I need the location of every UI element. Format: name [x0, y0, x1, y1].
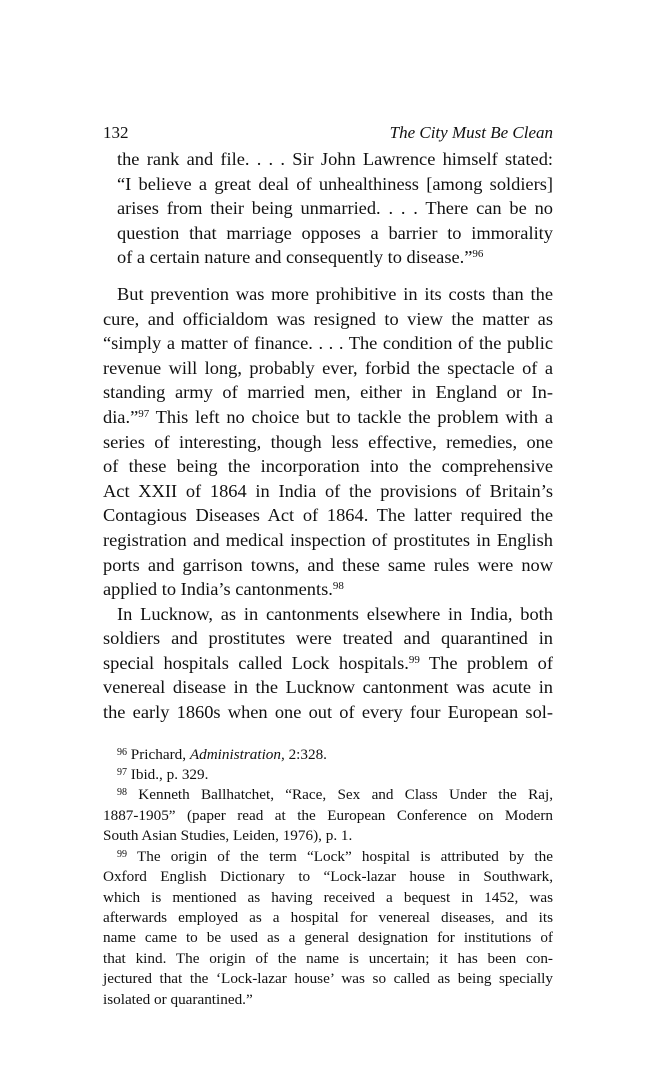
footnote-text: The origin of the term “Lock” hospital is attributed by the [127, 847, 553, 865]
footnotes-section [103, 745, 553, 1010]
body-paragraph-2 [103, 602, 553, 627]
paragraph-line: In Lucknow, as in cantonments elsewhere in India, both [117, 603, 553, 624]
paragraph-text: The problem of [419, 652, 553, 673]
footnote-line: jectured that the ‘Lock-lazar house’ was so called as being specially [103, 970, 553, 988]
footnote-text: Prichard, [127, 745, 190, 763]
footnote-line: name came to be used as a general designation for institutions of [103, 929, 553, 947]
paragraph-line: ports and garrison towns, and these same rules were now [103, 554, 553, 575]
footnote-reference: 96 [472, 248, 484, 261]
paragraph-line: series of interesting, though less effective, remedies, one [103, 431, 553, 452]
footnote-line: 1887-1905” (paper read at the European Conference on Modern [103, 806, 553, 824]
paragraph-line: of these being the incorporation into the comprehensive [103, 456, 553, 477]
footnote-mark: 96 [117, 746, 127, 758]
paragraph-line: registration and medical inspection of prostitutes in English [103, 529, 553, 550]
footnote-line: South Asian Studies, Leiden, 1976), p. 1. [103, 827, 353, 845]
footnote-text: Ibid., p. 329. [127, 766, 209, 784]
running-title: The City Must Be Clean [389, 123, 553, 142]
footnote-title: Administration, [189, 745, 285, 763]
paragraph-line [103, 651, 553, 676]
footnote-line: Oxford English Dictionary to “Lock-lazar house in Southwark, [103, 868, 553, 886]
paragraph-line: standing army of married men, either in England or In- [103, 382, 553, 403]
footnote-line [103, 847, 553, 867]
paragraph-line: soldiers and prostitutes were treated and quarantined in [103, 628, 553, 649]
footnote-mark: 99 [117, 848, 127, 860]
footnote-97 [103, 765, 553, 785]
paragraph-line: the early 1860s when one out of every four European sol- [103, 702, 553, 723]
footnote-98 [103, 785, 553, 846]
footnote-line: which is mentioned as having received a bequest in 1452, was [103, 888, 553, 906]
quote-line-text: of a certain nature and consequently to disease.” [117, 247, 473, 268]
paragraph-text: special hospitals called Lock hospitals. [103, 652, 409, 673]
body-paragraph-1 [103, 282, 553, 307]
footnote-99 [103, 847, 553, 1010]
paragraph-line [103, 577, 553, 602]
quote-line: “I believe a great deal of unhealthiness [among soldiers] [117, 173, 553, 194]
footnote-line: that kind. The origin of the name is uncertain; it has been con- [103, 949, 553, 967]
footnote-reference: 99 [408, 653, 420, 666]
footnote-96 [103, 745, 553, 765]
paragraph-line [103, 405, 553, 430]
paragraph-text: This left no choice but to tackle the problem with a [149, 406, 553, 427]
quote-line: the rank and file. . . . Sir John Lawrence himself stated: [117, 149, 553, 169]
paragraph-line: But prevention was more prohibitive in its costs than the [117, 283, 553, 304]
quote-line: question that marriage opposes a barrier to immorality [117, 222, 553, 243]
footnote-reference: 97 [138, 407, 150, 420]
paragraph-line: venereal disease in the Lucknow cantonment was acute in [103, 677, 553, 698]
footnote-reference: 98 [332, 580, 344, 593]
paragraph-line: revenue will long, probably ever, forbid the spectacle of a [103, 357, 553, 378]
footnote-line: isolated or quarantined.” [103, 990, 253, 1008]
book-page [103, 122, 553, 1010]
running-header [103, 122, 553, 144]
body-paragraph-2-continued [103, 626, 553, 724]
paragraph-line: cure, and officialdom was resigned to view the matter as [103, 308, 553, 329]
quote-line [117, 245, 553, 270]
footnote-mark: 97 [117, 767, 127, 779]
footnote-line: afterwards employed as a hospital for venereal diseases, and its [103, 908, 553, 926]
quote-line: arises from their being unmarried. . . . There can be no [117, 198, 553, 219]
block-quote [117, 147, 553, 270]
footnote-line [103, 785, 553, 805]
paragraph-line: Contagious Diseases Act of 1864. The latter required the [103, 505, 553, 526]
footnote-text: Kenneth Ballhatchet, “Race, Sex and Class Under the Raj, [127, 786, 553, 804]
paragraph-line: “simply a matter of finance. . . . The condition of the public [103, 333, 553, 354]
page-number: 132 [103, 123, 129, 142]
body-paragraph-1-continued [103, 307, 553, 602]
paragraph-line: Act XXII of 1864 in India of the provisions of Britain’s [103, 480, 553, 501]
paragraph-text: applied to India’s cantonments. [103, 579, 333, 600]
paragraph-text: dia.” [103, 406, 139, 427]
footnote-text: 2:328. [284, 745, 327, 763]
footnote-mark: 98 [117, 787, 127, 799]
